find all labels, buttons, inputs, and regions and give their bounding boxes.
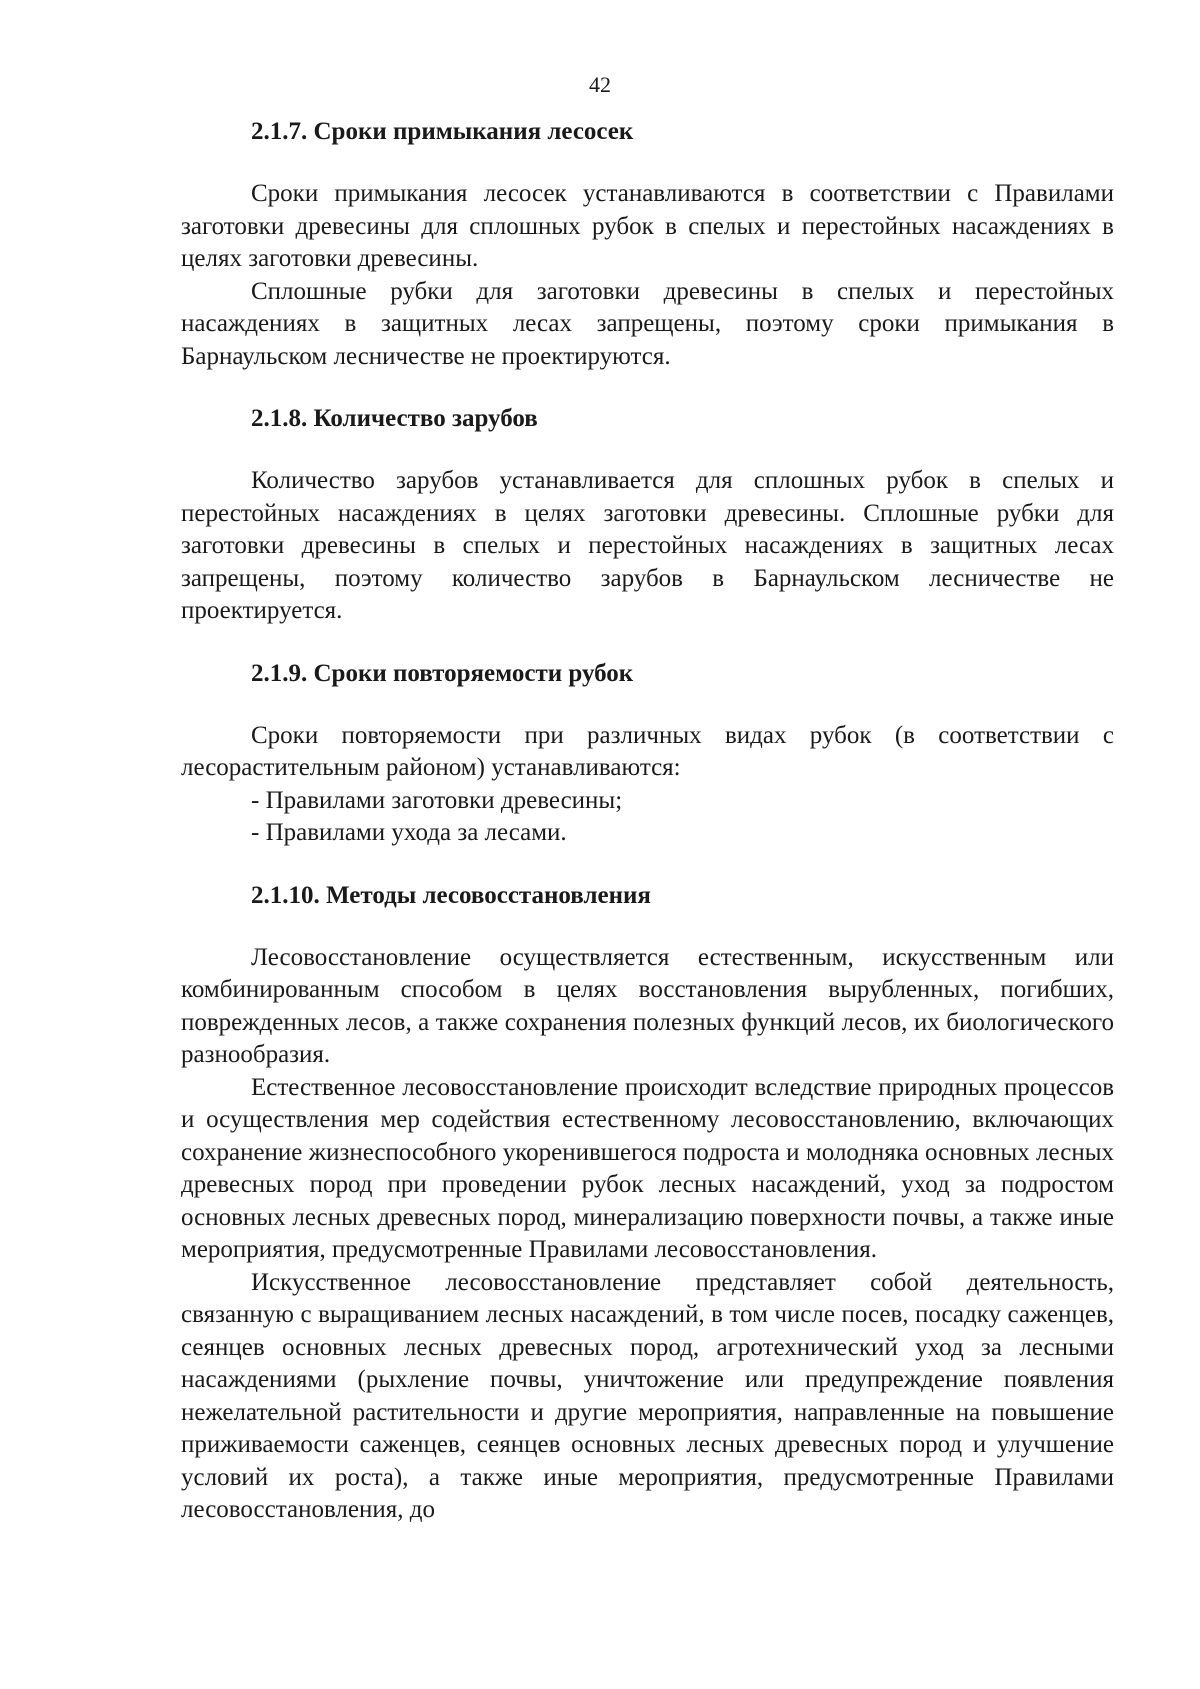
paragraph: Естественное лесовосстановление происходит вследствие природных процессов и осуществления мер содействия естественному лесовосстановлению, включающих сохранение жизнеспособного укоренившегося подроста и молодняка основных лесных древесных пород при проведении рубок лесных насаждений, уход за подростом основных лесных древесных пород, минерализацию поверхности почвы, а также иные мероприятия, предусмотренные Правилами лесовосстановления. — [181, 1073, 1114, 1263]
document-body — [181, 116, 1114, 1527]
paragraph: Сроки повторяемости при различных видах рубок (в соответствии с лесорастительным районом) устанавливаются: — [181, 721, 1114, 781]
page-number: 42 — [589, 72, 611, 97]
list-item: - Правилами заготовки древесины; — [251, 786, 623, 814]
section-heading-2-1-9: 2.1.9. Сроки повторяемости рубок — [251, 659, 634, 687]
paragraph: Сплошные рубки для заготовки древесины в спелых и перестойных насаждениях в защитных лесах запрещены, поэтому сроки примыкания в Барнаульском лесничестве не проектируются. — [181, 277, 1114, 370]
section-heading-2-1-8: 2.1.8. Количество зарубов — [251, 405, 538, 432]
list-item: - Правилами ухода за лесами. — [251, 819, 567, 846]
section-heading-2-1-10: 2.1.10. Методы лесовосстановления — [251, 881, 651, 909]
paragraph: Количество зарубов устанавливается для сплошных рубок в спелых и перестойных насаждениях в целях заготовки древесины. Сплошные рубки для заготовки древесины в спелых и перестойных насаждениях в защитных лесах запрещены, поэтому количество зарубов в Барнаульском лесничестве не проектируется. — [181, 467, 1114, 624]
paragraph: Лесовосстановление осуществляется естественным, искусственным или комбинированным способом в целях восстановления вырубленных, погибших, поврежденных лесов, а также сохранения полезных функций лесов, их биологического разнообразия. — [181, 943, 1114, 1068]
section-heading-2-1-7: 2.1.7. Сроки примыкания лесосек — [251, 118, 634, 145]
paragraph: Сроки примыкания лесосек устанавливаются в соответствии с Правилами заготовки древесины для сплошных рубок в спелых и перестойных насаждениях в целях заготовки древесины. — [181, 180, 1114, 272]
paragraph: Искусственное лесовосстановление представляет собой деятельность, связанную с выращиванием лесных насаждений, в том числе посев, посадку саженцев, сеянцев основных лесных древесных пород, агротехнический уход за лесными насаждениями (рыхление почвы, уничтожение или предупреждение появления нежелательной растительности и другие мероприятия, направленные на повышение приживаемости саженцев, сеянцев основных лесных древесных пород и улучшение условий их роста), а также иные мероприятия, предусмотренные Правилами лесовосстановления, до — [181, 1268, 1114, 1523]
